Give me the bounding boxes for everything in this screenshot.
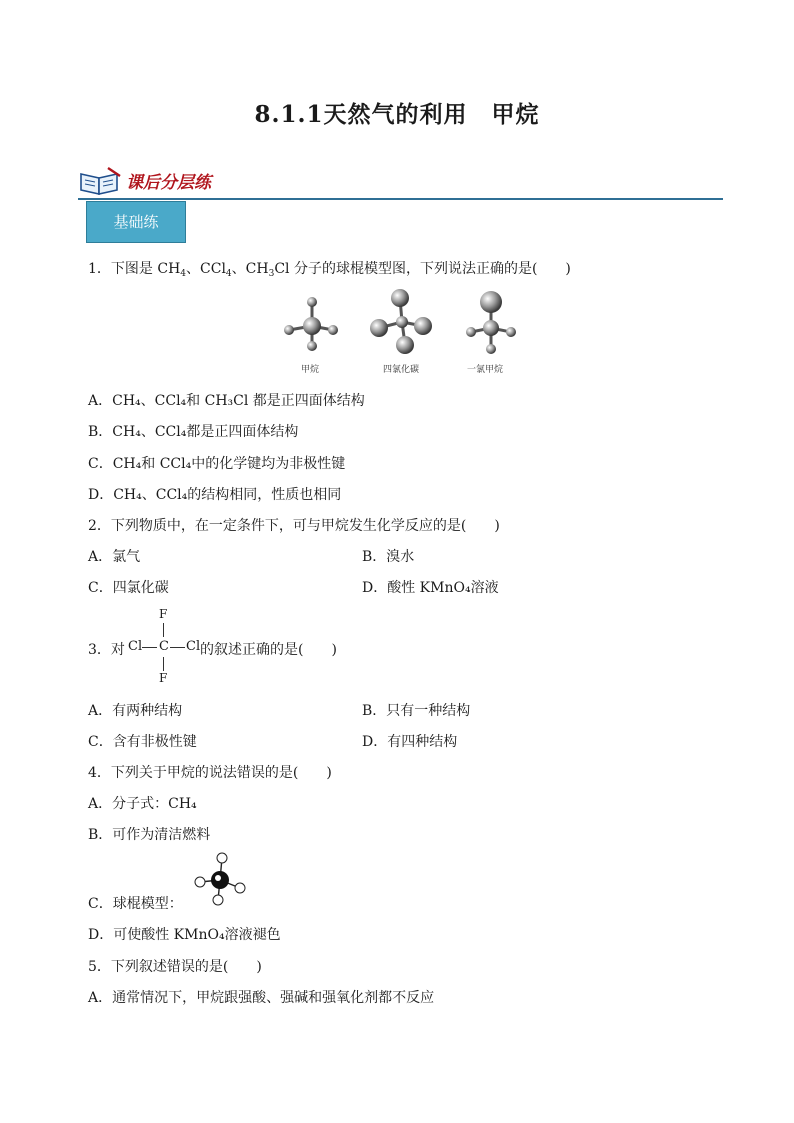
ccl4-model bbox=[370, 289, 432, 354]
q3-stem-pre: 3．对 bbox=[88, 642, 125, 658]
formula-center-c: C bbox=[159, 639, 169, 654]
q4-option-d[interactable]: D．可使酸性 KMnO₄溶液褪色 bbox=[88, 927, 281, 943]
q2-option-d[interactable]: D．酸性 KMnO₄溶液 bbox=[362, 580, 499, 596]
q4-option-a[interactable]: A．分子式：CH₄ bbox=[88, 796, 197, 812]
q3-option-b[interactable]: B．只有一种结构 bbox=[362, 703, 471, 719]
methane-model bbox=[284, 297, 338, 351]
bond-right bbox=[170, 647, 185, 648]
q1-sub: 3 bbox=[268, 269, 275, 279]
ch3cl-model bbox=[466, 291, 516, 354]
book-icon bbox=[78, 166, 122, 200]
q1-option-d[interactable]: D．CH₄、CCl₄的结构相同，性质也相同 bbox=[88, 487, 342, 503]
q2-option-b[interactable]: B．溴水 bbox=[362, 549, 415, 565]
q1-stem-part: Cl 分子的球棍模型图，下列说法正确的是( ) bbox=[274, 261, 571, 277]
ball-stick-model-icon bbox=[190, 850, 250, 908]
q5-stem: 5．下列叙述错误的是( ) bbox=[88, 959, 262, 975]
section-header bbox=[78, 164, 723, 200]
bond-top bbox=[163, 623, 164, 637]
formula-bottom-f: F bbox=[159, 671, 168, 685]
level-tag: 基础练 bbox=[86, 201, 186, 243]
q2-option-c[interactable]: C．四氯化碳 bbox=[88, 580, 169, 596]
page-title: 8.1.1天然气的利用 甲烷 bbox=[254, 101, 540, 128]
q4-option-c[interactable]: C．球棍模型： bbox=[88, 896, 183, 912]
q1-option-c[interactable]: C．CH₄和 CCl₄中的化学键均为非极性键 bbox=[88, 456, 346, 472]
caption-methane: 甲烷 bbox=[301, 365, 320, 375]
q1-sub: 4 bbox=[225, 269, 232, 279]
q3-structural-formula bbox=[128, 607, 200, 685]
section-divider bbox=[78, 198, 723, 200]
q5-option-a[interactable]: A．通常情况下，甲烷跟强酸、强碱和强氧化剂都不反应 bbox=[88, 990, 435, 1006]
formula-right-cl: Cl bbox=[186, 639, 201, 654]
q3-option-a[interactable]: A．有两种结构 bbox=[88, 703, 183, 719]
q1-option-b[interactable]: B．CH₄、CCl₄都是正四面体结构 bbox=[88, 424, 299, 440]
q1-option-a[interactable]: A．CH₄、CCl₄和 CH₃Cl 都是正四面体结构 bbox=[88, 393, 365, 409]
q3-option-c[interactable]: C．含有非极性键 bbox=[88, 734, 197, 750]
section-label: 课后分层练 bbox=[126, 173, 211, 193]
q1-sub: 4 bbox=[180, 269, 187, 279]
q3-option-d[interactable]: D．有四种结构 bbox=[362, 734, 458, 750]
q2-stem: 2．下列物质中，在一定条件下，可与甲烷发生化学反应的是( ) bbox=[88, 518, 500, 534]
caption-ch3cl: 一氯甲烷 bbox=[467, 365, 504, 375]
q2-option-a[interactable]: A．氯气 bbox=[88, 549, 141, 565]
formula-left-cl: Cl bbox=[128, 639, 143, 654]
q1-stem-part: 1．下图是 CH bbox=[88, 261, 181, 277]
q4-option-b[interactable]: B．可作为清洁燃料 bbox=[88, 827, 211, 843]
q1-stem bbox=[88, 258, 571, 279]
q1-figure bbox=[275, 288, 535, 378]
bond-bottom bbox=[163, 657, 164, 671]
q4-stem: 4．下列关于甲烷的说法错误的是( ) bbox=[88, 765, 332, 781]
bond-left bbox=[142, 647, 157, 648]
caption-ccl4: 四氯化碳 bbox=[383, 365, 420, 375]
q1-stem-part: 、CH bbox=[231, 261, 269, 277]
q3-stem-post: 的叙述正确的是( ) bbox=[200, 642, 337, 658]
q1-stem-part: 、CCl bbox=[186, 261, 226, 277]
formula-top-f: F bbox=[159, 607, 168, 621]
q4-methane-model bbox=[190, 850, 250, 908]
